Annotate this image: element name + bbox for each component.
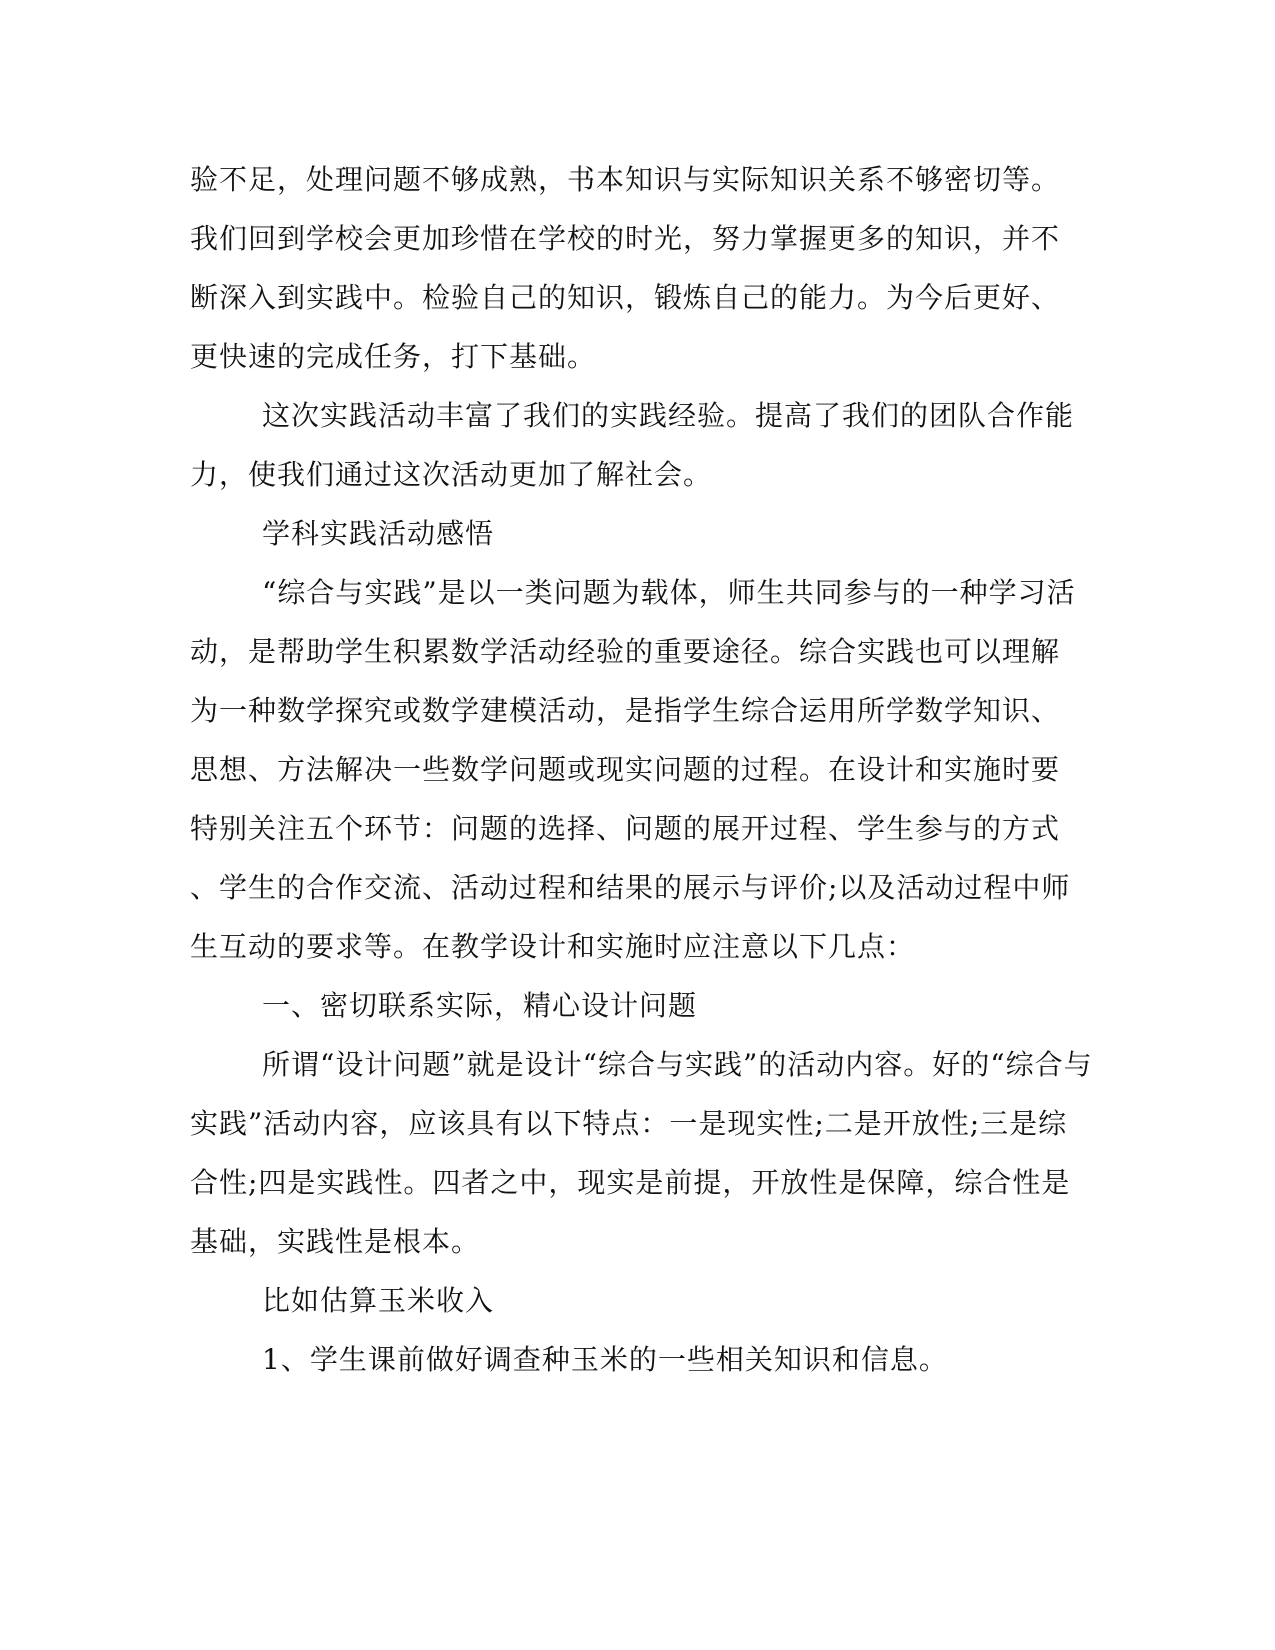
- paragraph-start: 所谓“设计问题”就是设计“综合与实践”的活动内容。好的“综合与: [262, 1048, 1093, 1081]
- section-heading: 学科实践活动感悟: [262, 517, 495, 550]
- text-line: 生互动的要求等。在教学设计和实施时应注意以下几点：: [190, 930, 916, 963]
- text-line: 合性;四是实践性。四者之中，现实是前提，开放性是保障，综合性是: [190, 1166, 1071, 1199]
- text-line: 动，是帮助学生积累数学活动经验的重要途径。综合实践也可以理解: [190, 635, 1061, 668]
- paragraph-start: “综合与实践”是以一类问题为载体，师生共同参与的一种学习活: [262, 576, 1076, 609]
- text-line: 实践”活动内容，应该具有以下特点：一是现实性;二是开放性;三是综: [190, 1107, 1068, 1140]
- text-line: 更快速的完成任务，打下基础。: [190, 340, 597, 373]
- text-line: 我们回到学校会更加珍惜在学校的时光，努力掌握更多的知识，并不: [190, 222, 1061, 255]
- text-line: 力，使我们通过这次活动更加了解社会。: [190, 458, 713, 491]
- text-line: 特别关注五个环节：问题的选择、问题的展开过程、学生参与的方式: [190, 812, 1061, 845]
- text-line: 思想、方法解决一些数学问题或现实问题的过程。在设计和实施时要: [190, 753, 1061, 786]
- subsection-heading: 一、密切联系实际，精心设计问题: [262, 989, 698, 1022]
- text-line: 、学生的合作交流、活动过程和结果的展示与评价;以及活动过程中师: [190, 871, 1071, 904]
- paragraph-start: 比如估算玉米收入: [262, 1284, 495, 1317]
- text-line: 验不足，处理问题不够成熟，书本知识与实际知识关系不够密切等。: [190, 163, 1061, 196]
- list-item: 1、学生课前做好调查种玉米的一些相关知识和信息。: [262, 1343, 948, 1376]
- text-line: 断深入到实践中。检验自己的知识，锻炼自己的能力。为今后更好、: [190, 281, 1061, 314]
- text-line: 为一种数学探究或数学建模活动，是指学生综合运用所学数学知识、: [190, 694, 1061, 727]
- text-line: 基础，实践性是根本。: [190, 1225, 481, 1258]
- paragraph-start: 这次实践活动丰富了我们的实践经验。提高了我们的团队合作能: [262, 399, 1075, 432]
